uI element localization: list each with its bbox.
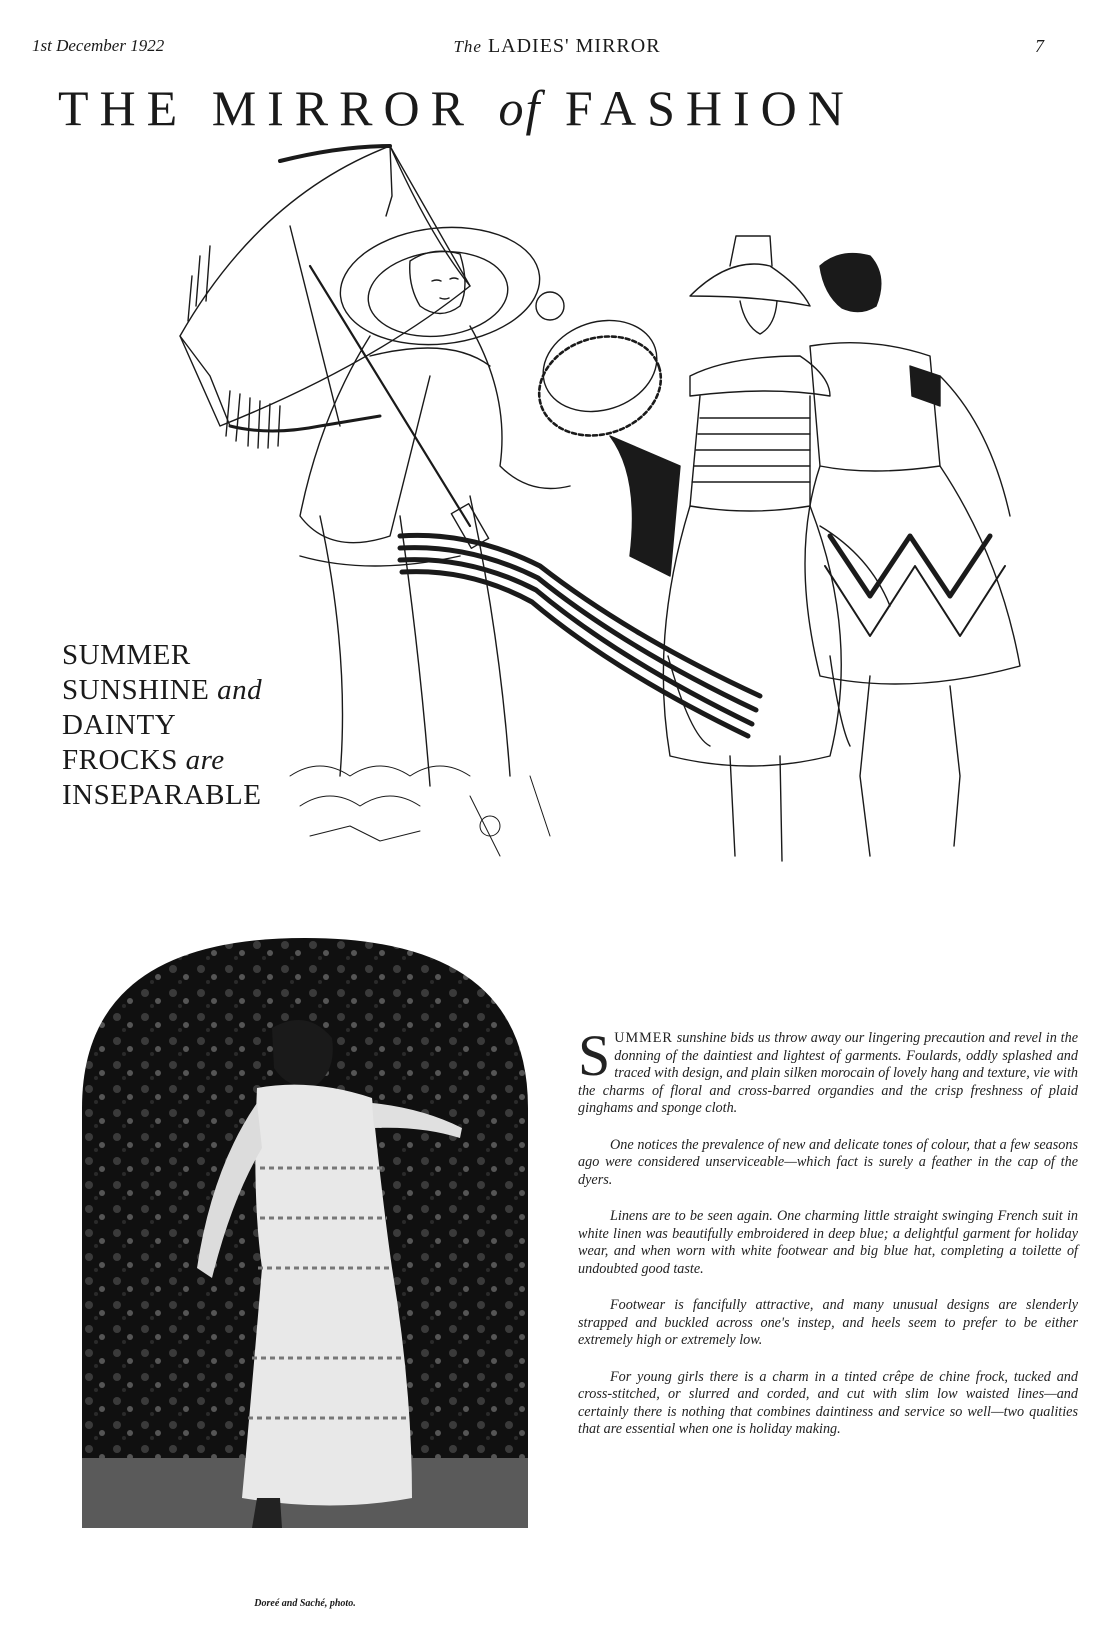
headline-line-2 (62, 673, 322, 708)
masthead-the: The (453, 37, 482, 56)
article-paragraph-5: For young girls there is a charm in a tinted crêpe de chine frock, tucked and cross-stitched, or slurred and corded, and cut with slim low waisted lines—and certainly there is nothing that combines daintiness and service so well—two qualities that are essential when one is holiday making. (578, 1368, 1078, 1437)
article-paragraph-3: Linens are to be seen again. One charming little straight swinging French suit in white linen was beautifully embroidered in deep blue; a delightful garment for holiday wear, and when worn with white footwear and big blue hat, completing a toilette of undoubted good taste. (578, 1208, 1078, 1277)
headline-line-4a: FROCKS (62, 744, 178, 776)
photo-credit: Doreé and Saché, photo. (254, 1598, 356, 1609)
fashion-illustration (170, 136, 1090, 936)
headline-line-4b: are (185, 744, 225, 776)
lead-caps: UMMER (614, 1030, 673, 1046)
woman-cloche-hat-icon (663, 236, 890, 861)
headline-line-2a: SUNSHINE (62, 674, 210, 706)
woman-large-hat-icon (300, 218, 570, 786)
masthead (0, 35, 1114, 58)
striped-sash-icon (400, 535, 760, 736)
headline-line-2b: and (217, 674, 263, 706)
headline-line-1: SUMMER (62, 639, 191, 671)
parasol-left-icon (180, 146, 489, 548)
issue-date: 1st December 1922 (32, 36, 165, 55)
headline-line-3: DAINTY (62, 709, 177, 741)
article-body (578, 1023, 1078, 1458)
woman-bob-hair-icon (805, 254, 1020, 856)
round-parasol-icon (526, 292, 680, 576)
paragraph-1-text: sunshine bids us throw away our lingering precaution and revel in the donning of the daintiest and lightest of garments. Foulards, oddly splashed and traced with design, and plain silken morocain of lovely hang and texture, vie with the charms of floral and cross-barred organdies and the crisp freshness of plaid ginghams and sponge cloth. (578, 1030, 1078, 1116)
masthead-name: LADIES' MIRROR (487, 35, 661, 57)
article-paragraph-4: Footwear is fancifully attractive, and many unusual designs are slenderly strapped and buckled across one's instep, and heels seem to prefer to be either extremely high or extremely low. (578, 1297, 1078, 1348)
headline-line-5: INSEPARABLE (62, 779, 262, 811)
headline (62, 638, 322, 813)
title-part-2: FASHION (564, 80, 855, 136)
article-paragraph-2: One notices the prevalence of new and delicate tones of colour, that a few seasons ago were considered unserviceable—which fact is surely a feather in the cap of the dyers. (578, 1136, 1078, 1188)
model-photograph (82, 938, 528, 1528)
article-paragraph-1 (578, 1023, 1078, 1118)
headline-line-4 (62, 743, 322, 778)
page-title (58, 78, 1058, 138)
title-of: of (498, 80, 542, 136)
page-number: 7 (1035, 36, 1044, 56)
drop-cap: S (578, 1023, 611, 1088)
title-part-1: THE MIRROR (58, 80, 475, 136)
ground-flowers-icon (290, 766, 550, 856)
